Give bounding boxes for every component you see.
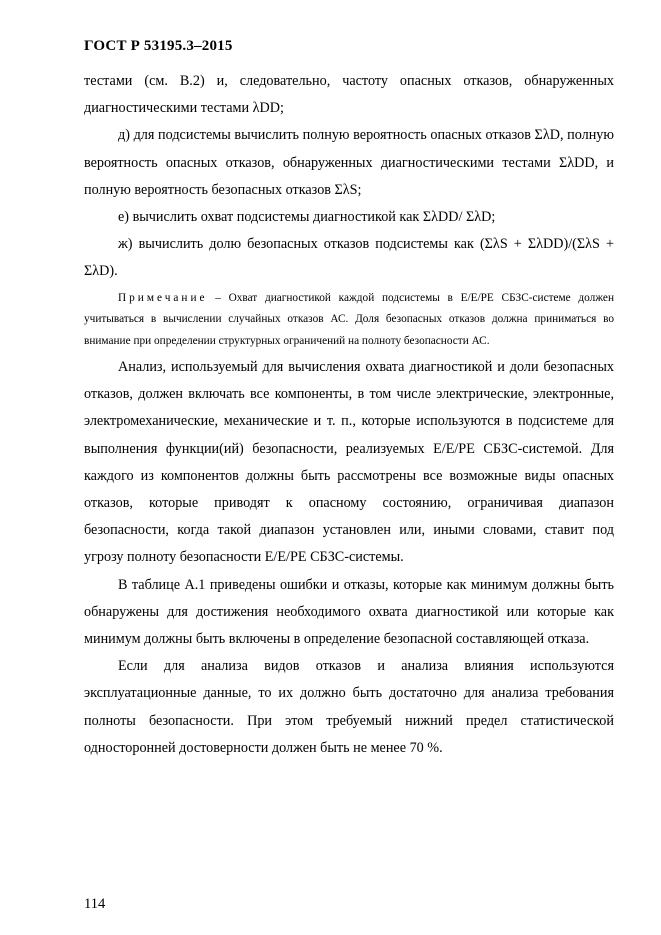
page-number: 114 xyxy=(84,896,106,912)
note-paragraph xyxy=(84,288,614,353)
list-item-e: е) вычислить охват подсистемы диагностикой как ΣλDD/ ΣλD; xyxy=(118,209,496,226)
note-label: Примечание xyxy=(118,291,208,304)
list-item-d: д) для подсистемы вычислить полную вероятность опасных отказов ΣλD, полную вероятность опасных отказов, обнаруженных диагностическими тестами ΣλDD, и полную вероятность безопасных отказов ΣλS; xyxy=(84,127,614,198)
paragraph-operational-data: Если для анализа видов отказов и анализа влияния используются эксплуатационные данные, то их должно быть достаточно для анализа требования полноты безопасности. При этом требуемый нижний предел статистической односторонней достоверности должен быть не менее 70 %. xyxy=(84,658,614,756)
note-text: – Охват диагностикой каждой подсистемы в E/E/PE СБЗС-системе должен учитываться в вычислении случайных отказов АС. Доля безопасных отказов должна приниматься во внимание при определении структурных ограничений на полноту безопасности АС. xyxy=(84,291,614,348)
list-item-zh: ж) вычислить долю безопасных отказов подсистемы как (ΣλS + ΣλDD)/(ΣλS + ΣλD). xyxy=(84,236,614,280)
paragraph-continuation: тестами (см. В.2) и, следовательно, частоту опасных отказов, обнаруженных диагностическими тестами λDD; xyxy=(84,73,614,117)
document-code-header: ГОСТ Р 53195.3–2015 xyxy=(84,38,233,54)
page-body xyxy=(84,68,614,762)
paragraph-analysis: Анализ, используемый для вычисления охвата диагностикой и доли безопасных отказов, должен включать все компоненты, в том числе электрические, электронные, электромеханические, механические и т. п., которые используются в подсистеме для выполнения функции(ий) безопасности, реализуемых E/E/PE СБЗС-системой. Для каждого из компонентов должны быть рассмотрены все возможные виды опасных отказов, которые приводят к опасному состоянию, ограничивая диапазон безопасности, когда такой диапазон установлен или, иными словами, ставит под угрозу полноту безопасности E/E/PE СБЗС-системы. xyxy=(84,359,614,566)
paragraph-table-reference: В таблице А.1 приведены ошибки и отказы, которые как минимум должны быть обнаружены для достижения необходимого охвата диагностикой или которые как минимум должны быть включены в определение безопасной составляющей отказа. xyxy=(84,576,614,648)
